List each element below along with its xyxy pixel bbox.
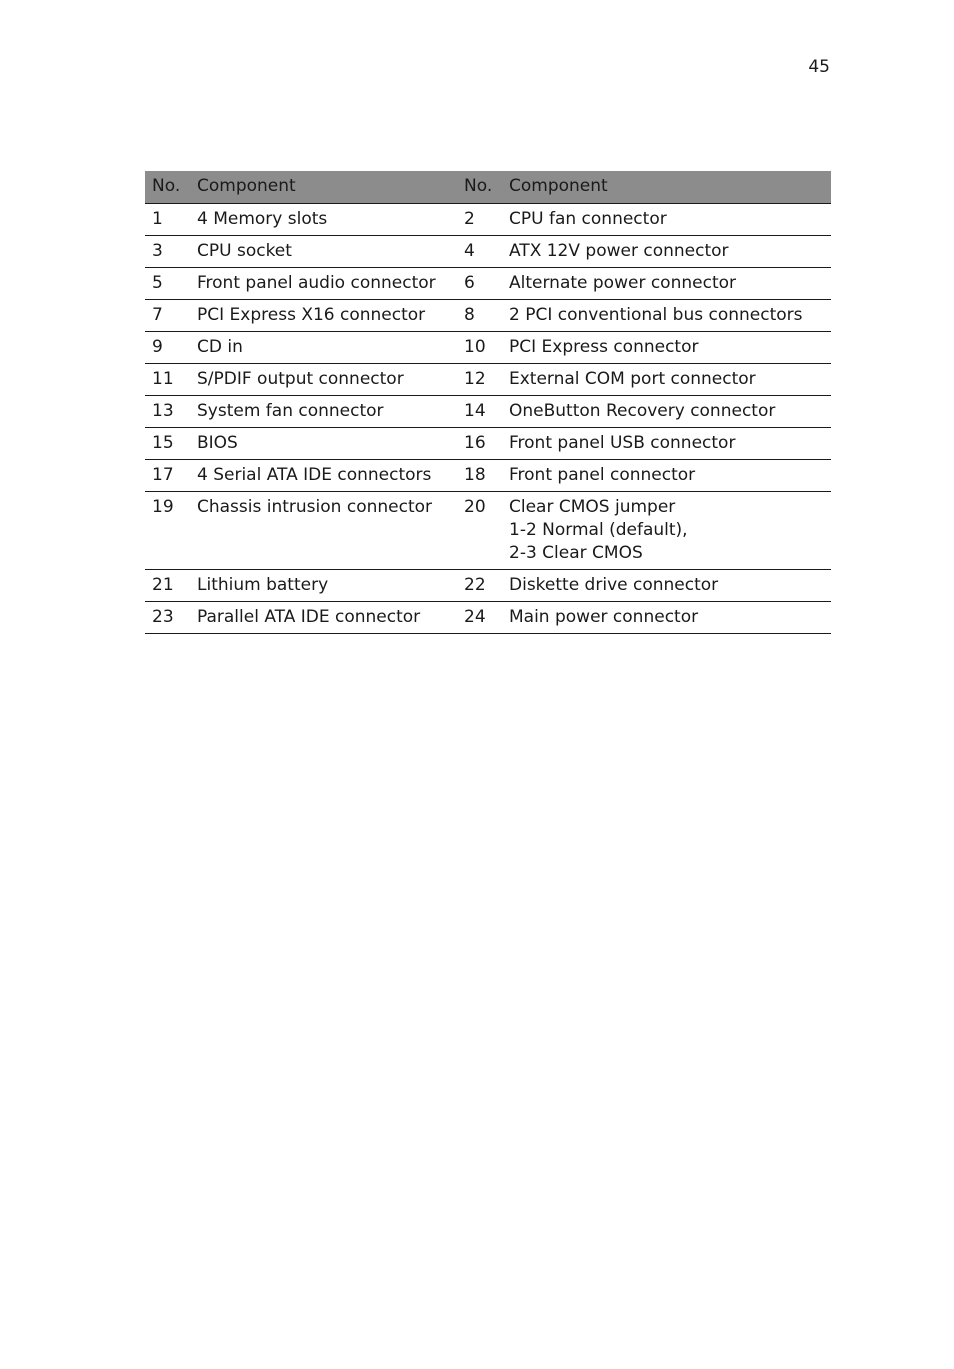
component-name: 2 PCI conventional bus connectors xyxy=(502,299,831,331)
component-line: 1-2 Normal (default), xyxy=(509,519,688,540)
header-no-left: No. xyxy=(145,171,190,203)
component-name: 4 Memory slots xyxy=(190,203,457,235)
component-name: External COM port connector xyxy=(502,363,831,395)
component-name: PCI Express connector xyxy=(502,331,831,363)
table-row xyxy=(145,601,831,633)
component-name: Lithium battery xyxy=(190,569,457,601)
table-row xyxy=(145,569,831,601)
item-number: 15 xyxy=(145,427,190,459)
component-name: PCI Express X16 connector xyxy=(190,299,457,331)
component-line: 2-3 Clear CMOS xyxy=(509,542,643,563)
item-number: 8 xyxy=(457,299,502,331)
component-name: Main power connector xyxy=(502,601,831,633)
component-name: 4 Serial ATA IDE connectors xyxy=(190,459,457,491)
item-number: 14 xyxy=(457,395,502,427)
item-number: 6 xyxy=(457,267,502,299)
item-number: 23 xyxy=(145,601,190,633)
item-number: 10 xyxy=(457,331,502,363)
component-name: System fan connector xyxy=(190,395,457,427)
item-number: 12 xyxy=(457,363,502,395)
item-number: 19 xyxy=(145,491,190,569)
item-number: 9 xyxy=(145,331,190,363)
table-row xyxy=(145,331,831,363)
component-name: CPU fan connector xyxy=(502,203,831,235)
component-name: CD in xyxy=(190,331,457,363)
table-row xyxy=(145,235,831,267)
table-row xyxy=(145,203,831,235)
component-name: Front panel connector xyxy=(502,459,831,491)
item-number: 22 xyxy=(457,569,502,601)
item-number: 4 xyxy=(457,235,502,267)
header-component-right: Component xyxy=(502,171,831,203)
component-name: S/PDIF output connector xyxy=(190,363,457,395)
table-row xyxy=(145,395,831,427)
component-name: Alternate power connector xyxy=(502,267,831,299)
item-number: 24 xyxy=(457,601,502,633)
component-name: Front panel audio connector xyxy=(190,267,457,299)
component-name: Chassis intrusion connector xyxy=(190,491,457,569)
component-name: OneButton Recovery connector xyxy=(502,395,831,427)
item-number: 1 xyxy=(145,203,190,235)
table-row xyxy=(145,363,831,395)
component-table xyxy=(145,171,831,634)
item-number: 2 xyxy=(457,203,502,235)
table-row xyxy=(145,491,831,569)
item-number: 17 xyxy=(145,459,190,491)
item-number: 16 xyxy=(457,427,502,459)
item-number: 13 xyxy=(145,395,190,427)
header-no-right: No. xyxy=(457,171,502,203)
table-header-row xyxy=(145,171,831,203)
item-number: 18 xyxy=(457,459,502,491)
item-number: 7 xyxy=(145,299,190,331)
component-name: Front panel USB connector xyxy=(502,427,831,459)
item-number: 20 xyxy=(457,491,502,569)
item-number: 5 xyxy=(145,267,190,299)
item-number: 3 xyxy=(145,235,190,267)
table-row xyxy=(145,427,831,459)
component-name: Diskette drive connector xyxy=(502,569,831,601)
table-row xyxy=(145,267,831,299)
component-name: Parallel ATA IDE connector xyxy=(190,601,457,633)
item-number: 11 xyxy=(145,363,190,395)
component-name: CPU socket xyxy=(190,235,457,267)
table-row xyxy=(145,299,831,331)
component-line: Clear CMOS jumper xyxy=(509,496,676,517)
component-name: BIOS xyxy=(190,427,457,459)
item-number: 21 xyxy=(145,569,190,601)
component-name xyxy=(502,491,831,569)
header-component-left: Component xyxy=(190,171,457,203)
table-row xyxy=(145,459,831,491)
component-name: ATX 12V power connector xyxy=(502,235,831,267)
page-number: 45 xyxy=(808,57,830,77)
